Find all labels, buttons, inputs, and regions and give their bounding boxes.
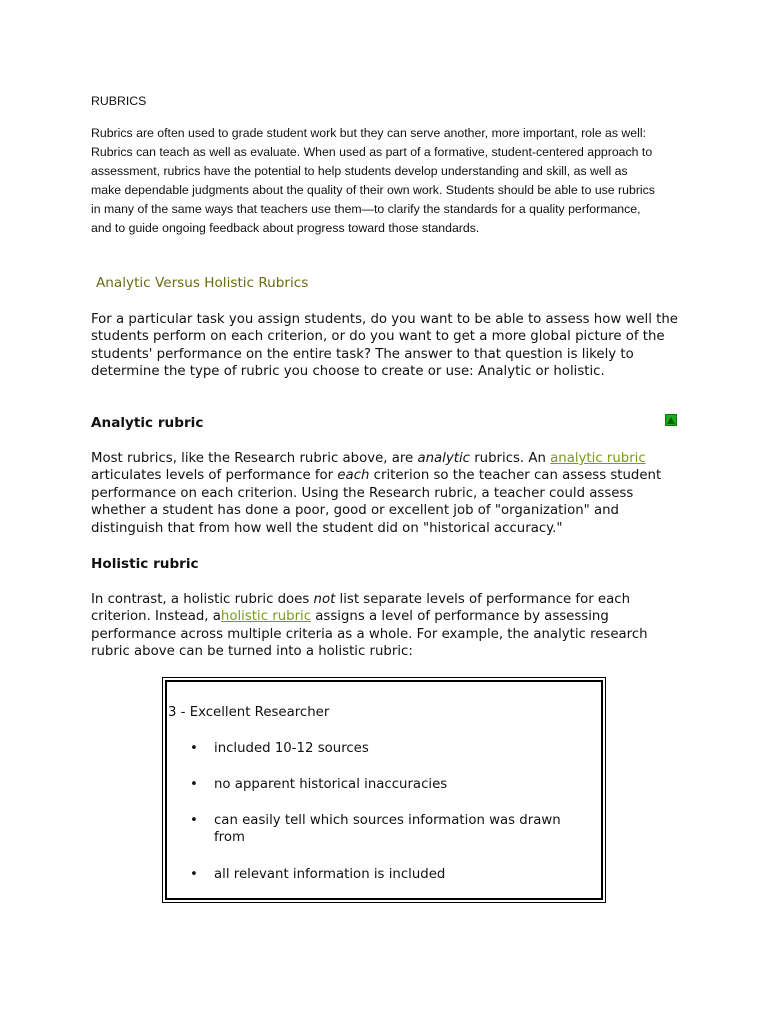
list-item <box>190 740 594 757</box>
holistic-rubric-link[interactable]: holistic rubric <box>220 609 312 625</box>
up-triangle-icon <box>667 417 675 424</box>
bullet-icon: • <box>190 867 198 882</box>
rubric-level-title: 3 - Excellent Researcher <box>168 705 330 720</box>
list-item-text: no apparent historical inaccuracies <box>214 777 448 792</box>
bullet-icon: • <box>190 813 198 828</box>
list-item-text: can easily tell which sources information was drawn from <box>214 813 561 846</box>
list-item <box>190 812 594 847</box>
holistic-rubric-example-inner <box>165 680 603 900</box>
list-item-text: included 10-12 sources <box>214 741 369 756</box>
list-item <box>190 866 594 883</box>
holistic-text-2: list separate levels of performance for each criterion. Instead, a <box>91 592 630 625</box>
list-item <box>190 776 594 793</box>
list-item-text: all relevant information is included <box>214 867 446 882</box>
analytic-text-4: criterion so the teacher can assess student performance on each criterion. Using the Research rubric, a teacher could assess whether a student has done a poor, good or excellent job of "organization" and distinguish that from how well the student did on "historical accuracy." <box>91 468 662 536</box>
section-title: Analytic Versus Holistic Rubrics <box>96 275 309 291</box>
not-emphasis: not <box>313 592 336 607</box>
back-to-top-button[interactable] <box>665 414 677 426</box>
analytic-emphasis: analytic <box>417 451 470 466</box>
bullet-icon: • <box>190 777 198 792</box>
each-emphasis: each <box>337 468 370 484</box>
bullet-icon: • <box>190 741 198 756</box>
analytic-rubric-link[interactable]: analytic rubric <box>550 451 646 466</box>
holistic-text-3: assigns a level of performance by assessing performance across multiple criteria as a whole. For example, the analytic research rubric above can be turned into a holistic rubric: <box>91 609 648 660</box>
analytic-text-3: articulates levels of performance for <box>91 468 338 484</box>
holistic-rubric-example-box <box>162 677 606 903</box>
holistic-paragraph <box>91 591 681 661</box>
analytic-paragraph <box>91 450 681 537</box>
holistic-rubric-heading: Holistic rubric <box>91 556 199 572</box>
intro-paragraph: Rubrics are often used to grade student work but they can serve another, more important, role as well: Rubrics can teach as well as evaluate. When used as part of a formative, student-centered approach to assessment, rubrics have the potential to help students develop understanding and skill, as well as make dependable judgments about the quality of their own work. Students should be able to use rubrics in many of the same ways that teachers use them—to clarify the standards for a quality performance, and to guide ongoing feedback about progress toward those standards. <box>91 126 655 235</box>
analytic-text-1: Most rubrics, like the Research rubric above, are <box>91 451 418 466</box>
analytic-text-2: rubrics. An <box>469 451 551 466</box>
holistic-text-1: In contrast, a holistic rubric does <box>91 592 314 607</box>
document-title: RUBRICS <box>91 94 147 108</box>
analytic-rubric-heading: Analytic rubric <box>91 415 204 431</box>
overview-paragraph: For a particular task you assign students, do you want to be able to assess how well the students perform on each criterion, or do you want to get a more global picture of the students' performance on the entire task? The answer to that question is likely to determine the type of rubric you choose to create or use: Analytic or holistic. <box>91 312 678 380</box>
